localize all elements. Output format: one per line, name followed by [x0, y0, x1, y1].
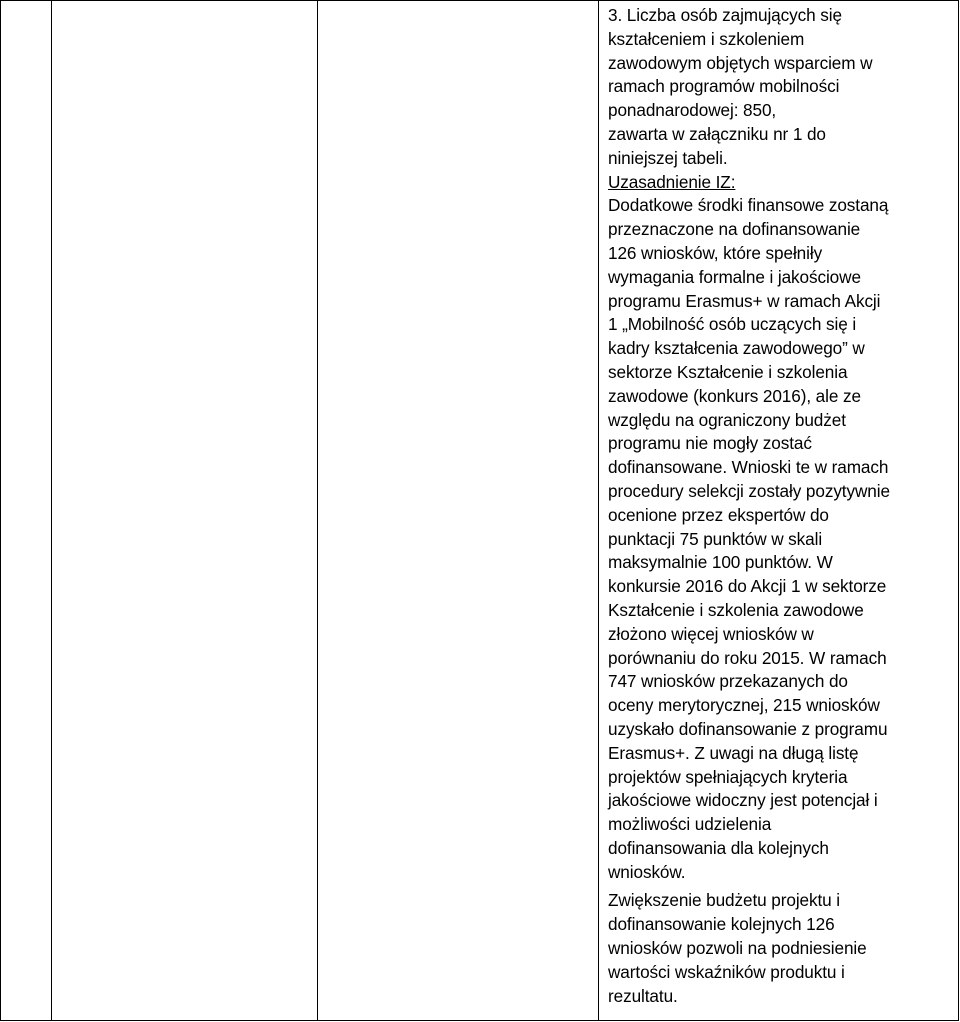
text-line: 126 wniosków, które spełniły — [608, 242, 823, 263]
text-line: wniosków pozwoli na podniesienie — [608, 938, 867, 959]
text-line: niniejszej tabeli. — [608, 147, 728, 168]
table-left-border — [0, 0, 1, 1021]
text-line: złożono więcej wniosków w — [608, 623, 814, 644]
text-line: ramach programów mobilności — [608, 76, 840, 97]
text-line: maksymalnie 100 punktów. W — [608, 552, 833, 573]
text-line: rezultatu. — [608, 985, 678, 1006]
text-line: procedury selekcji zostały pozytywnie — [608, 480, 890, 501]
text-line: możliwości udzielenia — [608, 814, 772, 835]
text-line: ponadnarodowej: 850, — [608, 100, 777, 121]
text-line: sektorze Kształcenie i szkolenia — [608, 361, 848, 382]
justification-paragraph — [608, 194, 953, 884]
text-line: 747 wniosków przekazanych do — [608, 671, 848, 692]
text-line: konkursie 2016 do Akcji 1 w sektorze — [608, 576, 887, 597]
closing-paragraph — [608, 889, 953, 1008]
text-line: programu Erasmus+ w ramach Akcji — [608, 290, 881, 311]
text-line: kształceniem i szkoleniem — [608, 28, 805, 49]
text-line: dofinansowanie kolejnych 126 — [608, 914, 835, 935]
indicator-point — [608, 4, 953, 171]
table-bottom-border — [0, 1020, 959, 1021]
table-top-border — [0, 0, 959, 1]
text-line: kadry kształcenia zawodowego” w — [608, 338, 865, 359]
text-line: zawodowe (konkurs 2016), ale ze — [608, 385, 861, 406]
text-line: wymagania formalne i jakościowe — [608, 266, 861, 287]
justification-cell — [608, 4, 953, 1008]
table-right-border — [958, 0, 959, 1021]
text-line: programu nie mogły zostać — [608, 433, 812, 454]
text-line: Zwiększenie budżetu projektu i — [608, 890, 841, 911]
text-line: wartości wskaźników produktu i — [608, 961, 845, 982]
justification-heading: Uzasadnienie IZ: — [608, 171, 736, 192]
text-line: uzyskało dofinansowanie z programu — [608, 718, 888, 739]
text-line: jakościowe widoczny jest potencjał i — [608, 790, 878, 811]
text-line: 3. Liczba osób zajmujących się — [608, 5, 842, 25]
text-line: oceny merytorycznej, 215 wniosków — [608, 695, 880, 716]
text-line: wniosków. — [608, 861, 686, 882]
text-line: ocenione przez ekspertów do — [608, 504, 829, 525]
text-line: projektów spełniających kryteria — [608, 766, 848, 787]
text-line: Erasmus+. Z uwagi na długą listę — [608, 742, 859, 763]
column-divider-1 — [51, 0, 52, 1021]
text-line: porównaniu do roku 2015. W ramach — [608, 647, 887, 668]
text-line: 1 „Mobilność osób uczących się i — [608, 314, 857, 335]
text-line: dofinansowania dla kolejnych — [608, 837, 829, 858]
text-line: zawarta w załączniku nr 1 do — [608, 123, 826, 144]
text-line: punktacji 75 punktów w skali — [608, 528, 823, 549]
text-line: Dodatkowe środki finansowe zostaną — [608, 195, 889, 216]
text-line: Kształcenie i szkolenia zawodowe — [608, 599, 864, 620]
column-divider-3 — [598, 0, 599, 1021]
text-line: względu na ograniczony budżet — [608, 409, 846, 430]
column-divider-2 — [317, 0, 318, 1021]
text-line: zawodowym objętych wsparciem w — [608, 52, 873, 73]
text-line: przeznaczone na dofinansowanie — [608, 219, 861, 240]
text-line: dofinansowane. Wnioski te w ramach — [608, 457, 889, 478]
